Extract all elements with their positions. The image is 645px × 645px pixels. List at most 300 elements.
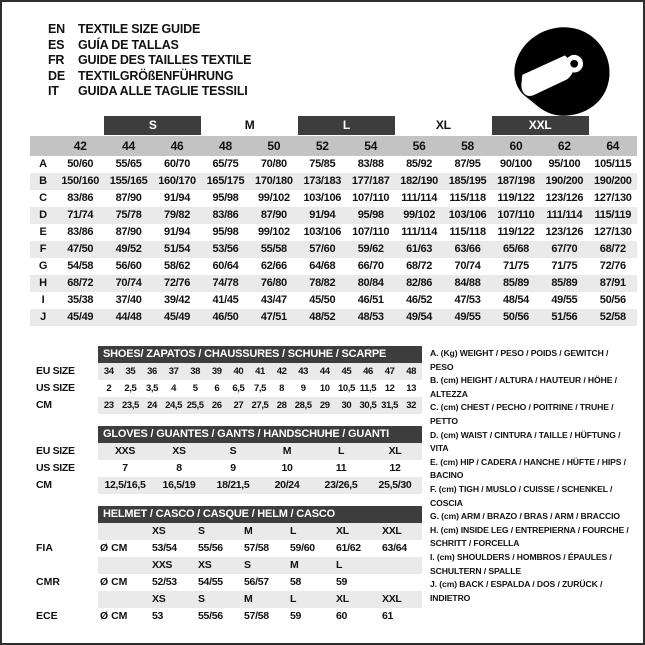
measurement-value: 48/54 bbox=[502, 294, 529, 306]
measurement-value: 55/58 bbox=[260, 243, 287, 255]
helmet-standard-label: FIA bbox=[36, 542, 53, 554]
helmet-size-value: 61/62 bbox=[336, 542, 361, 554]
measurement-value: 103/106 bbox=[448, 209, 487, 221]
language-row bbox=[48, 53, 251, 69]
measurement-letter: E bbox=[39, 226, 47, 238]
measurement-value: 115/119 bbox=[594, 209, 632, 221]
shoes-title: SHOES/ ZAPATOS / CHAUSSURES / SCHUHE / SCARPE bbox=[98, 346, 422, 363]
helmet-standard-section bbox=[36, 557, 422, 591]
size-number: 54 bbox=[364, 139, 378, 153]
shoes-size-value: 24 bbox=[147, 400, 157, 411]
measurement-value: 105/115 bbox=[594, 158, 632, 170]
helmet-size-value: 52/53 bbox=[152, 576, 177, 588]
size-number: 50 bbox=[267, 139, 281, 153]
size-number: 58 bbox=[461, 139, 475, 153]
gloves-size-value: 23/26,5 bbox=[324, 479, 358, 491]
measurement-value: 44/48 bbox=[115, 311, 142, 323]
shoes-row bbox=[36, 380, 422, 397]
helmet-size-value: 53/54 bbox=[152, 542, 177, 554]
measurement-value: 76/80 bbox=[260, 277, 287, 289]
shoes-size-value: 43 bbox=[298, 366, 309, 377]
helmet-size-values bbox=[146, 574, 422, 591]
shoes-size-value: 6,5 bbox=[232, 383, 245, 394]
measurement-value: 99/102 bbox=[257, 192, 290, 204]
size-group-label: XXL bbox=[492, 116, 589, 135]
measurement-value: 71/75 bbox=[502, 260, 529, 272]
measurement-value: 87/91 bbox=[599, 277, 626, 289]
helmet-size-value: 59/60 bbox=[290, 542, 315, 554]
gloves-row-values bbox=[98, 460, 422, 477]
legend-item: F. (cm) TIGH / MUSLO / CUISSE / SCHENKEL / COSCIA bbox=[430, 483, 613, 508]
helmet-size-label: L bbox=[290, 593, 297, 605]
helmet-size-values bbox=[146, 540, 422, 557]
measurement-value: 95/98 bbox=[212, 192, 239, 204]
header bbox=[2, 2, 643, 116]
size-number: 48 bbox=[218, 139, 232, 153]
gloves-row bbox=[36, 443, 422, 460]
measurement-value: 75/78 bbox=[115, 209, 142, 221]
helmet-value-row bbox=[36, 574, 422, 591]
shoes-size-value: 40 bbox=[233, 366, 244, 377]
guide-title: GUÍA DE TALLAS bbox=[78, 37, 179, 52]
helmet-size-band bbox=[98, 591, 422, 608]
measurement-value: 68/72 bbox=[599, 243, 626, 255]
measurement-value: 182/190 bbox=[400, 175, 438, 187]
measurement-value: 70/74 bbox=[454, 260, 481, 272]
measurement-value: 190/200 bbox=[545, 175, 584, 187]
helmet-size-label: XL bbox=[336, 593, 349, 605]
shoes-size-value: 23 bbox=[103, 400, 114, 411]
shoes-size-value: 46 bbox=[363, 366, 373, 377]
helmet-size-label: XXS bbox=[152, 559, 173, 571]
shoes-size-value: 2 bbox=[106, 383, 112, 394]
legend-item: B. (cm) HEIGHT / ALTURA / HAUTEUR / HÖHE / ALTEZZA bbox=[430, 375, 617, 399]
legend-item: D. (cm) WAIST / CINTURA / TAILLE / HÜFTUNG / VITA bbox=[430, 429, 621, 454]
measurement-value: 85/89 bbox=[502, 277, 529, 289]
measurement-value: 57/60 bbox=[309, 243, 336, 255]
shoes-table bbox=[36, 346, 422, 414]
measurement-value: 60/70 bbox=[164, 158, 191, 170]
gloves-size-value: L bbox=[337, 445, 345, 457]
measurement-value: 47/50 bbox=[67, 243, 94, 255]
measurement-value: 60/64 bbox=[212, 260, 239, 272]
language-code: EN bbox=[48, 22, 65, 36]
measurement-value: 72/76 bbox=[164, 277, 191, 289]
shoes-size-value: 32 bbox=[406, 400, 417, 411]
measurement-value: 84/88 bbox=[454, 277, 481, 289]
measurement-value: 47/53 bbox=[454, 294, 481, 306]
measurement-value: 177/187 bbox=[351, 175, 390, 187]
measurement-letter: I bbox=[41, 294, 45, 306]
guide-title: TEXTILE SIZE GUIDE bbox=[78, 22, 201, 36]
measurement-value: 83/88 bbox=[357, 158, 384, 170]
measurement-value: 37/40 bbox=[115, 294, 142, 306]
measurement-value: 91/94 bbox=[164, 192, 191, 204]
helmet-standard-label: ECE bbox=[36, 610, 58, 622]
shoes-size-value: 45 bbox=[341, 366, 352, 377]
gloves-row-band bbox=[98, 460, 422, 477]
helmet-value-row bbox=[36, 540, 422, 557]
measurement-value: 46/51 bbox=[357, 294, 384, 306]
shoes-size-value: 48 bbox=[406, 366, 417, 377]
measurement-row bbox=[30, 309, 637, 326]
legend-item: G. (cm) ARM / BRAZO / BRAS / ARM / BRACCIO bbox=[430, 511, 620, 522]
shoes-size-value: 34 bbox=[103, 366, 114, 377]
helmet-size-label: M bbox=[290, 559, 299, 571]
shoes-size-value: 6 bbox=[214, 383, 220, 394]
gloves-row-band bbox=[98, 443, 422, 460]
language-code: FR bbox=[48, 53, 65, 67]
measurement-value: 165/175 bbox=[206, 175, 245, 187]
shoes-size-value: 9 bbox=[300, 383, 306, 394]
size-group-label: M bbox=[244, 118, 255, 132]
helmet-value-band bbox=[98, 574, 422, 591]
legend-item: H. (cm) INSIDE LEG / ENTREPIERNA / FOURCHE / SCHRITT / FORCELLA bbox=[430, 524, 629, 549]
shoes-title-spacer bbox=[36, 346, 98, 363]
helmet-size-values bbox=[146, 608, 422, 625]
language-row bbox=[48, 38, 251, 54]
measurement-value: 119/122 bbox=[497, 192, 535, 204]
helmet-size-label: S bbox=[198, 525, 205, 537]
measurement-row bbox=[30, 241, 637, 258]
group-row-spacer bbox=[30, 116, 104, 135]
helmet-size-value: 56/57 bbox=[244, 576, 269, 588]
measurement-letter: A bbox=[39, 158, 47, 170]
helmet-size-label: S bbox=[244, 559, 251, 571]
gloves-row bbox=[36, 460, 422, 477]
shoes-size-value: 30 bbox=[341, 400, 352, 411]
measurement-value: 50/56 bbox=[502, 311, 529, 323]
measurement-letter: F bbox=[39, 243, 47, 255]
shoes-size-value: 3,5 bbox=[145, 383, 158, 394]
legend-item: I. (cm) SHOULDERS / HOMBROS / ÉPAULES / SCHULTERN / SPALLE bbox=[430, 551, 612, 576]
gloves-size-value: M bbox=[282, 445, 292, 457]
measurement-value: 49/52 bbox=[115, 243, 142, 255]
measurement-letter: B bbox=[39, 175, 47, 187]
shoes-size-value: 11,5 bbox=[359, 383, 377, 394]
textile-size-table bbox=[30, 116, 637, 326]
measurement-value: 99/102 bbox=[403, 209, 436, 221]
gloves-size-value: 18/21,5 bbox=[216, 479, 250, 491]
measurement-value: 49/55 bbox=[551, 294, 578, 306]
size-group-row bbox=[30, 116, 637, 135]
measurement-value: 59/62 bbox=[357, 243, 384, 255]
gloves-size-value: XL bbox=[388, 445, 402, 457]
language-row bbox=[48, 69, 251, 85]
size-group-label: L bbox=[298, 116, 395, 135]
textile-table-body bbox=[30, 156, 637, 326]
measurement-letter: H bbox=[39, 277, 47, 289]
shoes-size-value: 25,5 bbox=[186, 400, 204, 411]
helmet-size-value: 57/58 bbox=[244, 542, 269, 554]
measurement-row bbox=[30, 258, 637, 275]
helmet-size-value: 59 bbox=[336, 576, 348, 588]
helmet-size-label: XS bbox=[198, 559, 212, 571]
helmet-table bbox=[36, 506, 422, 625]
measurement-value: 71/74 bbox=[67, 209, 94, 221]
measurement-value: 78/82 bbox=[309, 277, 336, 289]
helmet-size-label: XS bbox=[152, 593, 166, 605]
measurement-value: 46/52 bbox=[406, 294, 433, 306]
helmet-size-label: XXL bbox=[382, 593, 402, 605]
measurement-value: 80/84 bbox=[357, 277, 384, 289]
accessory-tables bbox=[36, 346, 422, 637]
helmet-size-label: XS bbox=[152, 525, 166, 537]
helmet-value-row bbox=[36, 608, 422, 625]
measurement-value: 155/165 bbox=[109, 175, 148, 187]
measurement-value: 85/92 bbox=[406, 158, 433, 170]
measurement-value: 45/49 bbox=[67, 311, 94, 323]
helmet-standard-section bbox=[36, 591, 422, 625]
helmet-size-row bbox=[36, 557, 422, 574]
measurement-value: 54/58 bbox=[67, 260, 94, 272]
gloves-size-value: 12 bbox=[389, 462, 401, 474]
measurement-value: 41/45 bbox=[212, 294, 239, 306]
measurement-value: 103/106 bbox=[303, 192, 342, 204]
shoes-size-value: 44 bbox=[319, 366, 330, 377]
measurement-value: 51/56 bbox=[551, 311, 578, 323]
measurement-value: 91/94 bbox=[164, 226, 191, 238]
measurement-value: 111/114 bbox=[401, 192, 438, 204]
guide-title: GUIDE DES TAILLES TEXTILE bbox=[78, 53, 252, 67]
measurement-value: 65/75 bbox=[212, 158, 239, 170]
shoes-size-value: 35 bbox=[125, 366, 136, 377]
helmet-size-labels bbox=[146, 523, 422, 540]
shoes-size-value: 47 bbox=[384, 366, 395, 377]
measurement-value: 185/195 bbox=[448, 175, 487, 187]
guide-title: GUIDA ALLE TAGLIE TESSILI bbox=[78, 84, 248, 98]
measurement-value: 51/54 bbox=[164, 243, 191, 255]
size-number: 42 bbox=[73, 139, 87, 153]
shoes-size-value: 23,5 bbox=[121, 400, 139, 411]
gloves-size-value: 25,5/30 bbox=[378, 479, 412, 491]
shoes-row-label: US SIZE bbox=[36, 382, 75, 394]
language-code: IT bbox=[48, 84, 59, 98]
shoes-size-value: 12 bbox=[384, 383, 395, 394]
helmet-unit-spacer bbox=[98, 523, 146, 540]
size-number: 56 bbox=[412, 139, 426, 153]
measurement-row bbox=[30, 173, 637, 190]
gloves-size-value: 7 bbox=[122, 462, 128, 474]
language-code: ES bbox=[48, 37, 65, 52]
measurement-value: 83/86 bbox=[212, 209, 239, 221]
measurement-value: 79/82 bbox=[164, 209, 191, 221]
measurement-value: 90/100 bbox=[500, 158, 532, 170]
shoes-row-values bbox=[98, 380, 422, 397]
measurement-value: 173/183 bbox=[303, 175, 342, 187]
gloves-title: GLOVES / GUANTES / GANTS / HANDSCHUHE / GUANTI bbox=[98, 426, 422, 443]
helmet-size-labels bbox=[146, 557, 422, 574]
measurement-row bbox=[30, 224, 637, 241]
measurement-row bbox=[30, 190, 637, 207]
helmet-value-band bbox=[98, 608, 422, 625]
measurement-value: 49/55 bbox=[454, 311, 481, 323]
size-number-row bbox=[30, 136, 637, 156]
size-number: 44 bbox=[122, 139, 136, 153]
racing-helmet-icon bbox=[505, 22, 623, 124]
measurement-value: 70/74 bbox=[115, 277, 142, 289]
size-number-spacer bbox=[30, 136, 56, 156]
measurement-value: 95/98 bbox=[357, 209, 384, 221]
measurement-value: 49/54 bbox=[406, 311, 433, 323]
measurement-value: 48/52 bbox=[309, 311, 336, 323]
helmet-size-spacer bbox=[36, 523, 98, 540]
measurement-value: 43/47 bbox=[260, 294, 287, 306]
legend-item: A. (Kg) WEIGHT / PESO / POIDS / GEWITCH / PESO bbox=[430, 348, 609, 372]
shoes-size-value: 2,5 bbox=[124, 383, 137, 394]
gloves-title-row bbox=[36, 426, 422, 443]
measurement-value: 68/72 bbox=[67, 277, 94, 289]
helmet-value-band bbox=[98, 540, 422, 557]
gloves-size-value: XS bbox=[172, 445, 186, 457]
shoes-row bbox=[36, 363, 422, 380]
legend-item: C. (cm) CHEST / PECHO / POITRINE / TRUHE / PETTO bbox=[430, 402, 614, 426]
measurement-value: 91/94 bbox=[309, 209, 336, 221]
gloves-size-value: 10 bbox=[281, 462, 293, 474]
measurement-value: 83/86 bbox=[67, 226, 94, 238]
measurement-value: 83/86 bbox=[67, 192, 94, 204]
gloves-size-value: 12,5/16,5 bbox=[104, 479, 146, 491]
measurement-value: 160/170 bbox=[158, 175, 196, 187]
measurement-value: 48/53 bbox=[357, 311, 384, 323]
shoes-size-value: 13 bbox=[406, 383, 417, 394]
measurement-value: 107/110 bbox=[352, 226, 390, 238]
helmet-unit-label: Ø CM bbox=[100, 610, 128, 622]
helmet-size-label: S bbox=[198, 593, 205, 605]
measurement-letter: C bbox=[39, 192, 47, 204]
measurement-value: 50/60 bbox=[67, 158, 94, 170]
shoes-size-value: 31,5 bbox=[381, 400, 399, 411]
legend-item: J. (cm) BACK / ESPALDA / DOS / ZURÜCK / INDIETRO bbox=[430, 579, 603, 603]
gloves-table-body bbox=[36, 443, 422, 494]
measurement-letter: G bbox=[38, 260, 48, 272]
measurement-value: 107/110 bbox=[497, 209, 535, 221]
shoes-size-value: 30,5 bbox=[359, 400, 377, 411]
measurement-value: 64/68 bbox=[309, 260, 336, 272]
measurement-value: 111/114 bbox=[546, 209, 583, 221]
measurement-value: 82/86 bbox=[406, 277, 433, 289]
measurement-value: 53/56 bbox=[212, 243, 239, 255]
measurement-value: 72/76 bbox=[599, 260, 626, 272]
measurement-value: 35/38 bbox=[67, 294, 94, 306]
helmet-size-label: L bbox=[290, 525, 297, 537]
measurement-value: 115/118 bbox=[449, 192, 486, 204]
shoes-size-value: 10,5 bbox=[337, 383, 355, 394]
measurement-value: 45/50 bbox=[309, 294, 336, 306]
legend-item: E. (cm) HIP / CADERA / HANCHE / HÜFTE / HIPS / BACINO bbox=[430, 456, 626, 481]
measurement-value: 71/75 bbox=[551, 260, 578, 272]
shoes-table-body bbox=[36, 363, 422, 414]
size-number: 64 bbox=[606, 139, 620, 153]
gloves-row-values bbox=[98, 443, 422, 460]
helmet-size-value: 61 bbox=[382, 610, 394, 622]
shoes-row-values bbox=[98, 397, 422, 414]
shoes-row-label: EU SIZE bbox=[36, 365, 75, 377]
helmet-size-label: XL bbox=[336, 525, 349, 537]
measurement-value: 62/66 bbox=[260, 260, 287, 272]
measurement-value: 87/90 bbox=[115, 192, 142, 204]
gloves-size-value: 11 bbox=[335, 462, 347, 474]
language-code: DE bbox=[48, 68, 65, 83]
bottom-section bbox=[36, 346, 637, 637]
helmet-size-value: 57/58 bbox=[244, 610, 269, 622]
measurement-value: 127/130 bbox=[593, 192, 632, 204]
helmet-size-value: 53 bbox=[152, 610, 164, 622]
shoes-row-band bbox=[98, 363, 422, 380]
helmet-size-label: M bbox=[244, 593, 253, 605]
gloves-row-label: EU SIZE bbox=[36, 445, 75, 457]
measurement-value: 123/126 bbox=[545, 192, 584, 204]
helmet-unit-spacer bbox=[98, 557, 146, 574]
measurement-value: 170/180 bbox=[255, 175, 293, 187]
shoes-size-value: 4 bbox=[171, 383, 177, 394]
shoes-row bbox=[36, 397, 422, 414]
gloves-size-value: XXS bbox=[114, 445, 136, 457]
shoes-size-value: 42 bbox=[276, 366, 287, 377]
size-group-label: XL bbox=[435, 118, 451, 132]
size-number: 62 bbox=[557, 139, 571, 153]
measurement-value: 87/90 bbox=[115, 226, 142, 238]
measurement-letter: J bbox=[40, 311, 46, 323]
helmet-size-labels bbox=[146, 591, 422, 608]
shoes-size-value: 10 bbox=[319, 383, 330, 394]
helmet-size-value: 63/64 bbox=[382, 542, 407, 554]
gloves-size-value: 9 bbox=[230, 462, 236, 474]
shoes-size-value: 7,5 bbox=[253, 383, 266, 394]
measurement-value: 50/56 bbox=[599, 294, 626, 306]
gloves-size-value: S bbox=[229, 445, 237, 457]
helmet-title-row bbox=[36, 506, 422, 523]
measurement-value: 68/72 bbox=[406, 260, 433, 272]
measurement-value: 65/68 bbox=[502, 243, 529, 255]
helmet-size-spacer bbox=[36, 591, 98, 608]
helmet-size-value: 54/55 bbox=[198, 576, 223, 588]
helmet-size-value: 60 bbox=[336, 610, 348, 622]
shoes-size-value: 24,5 bbox=[165, 400, 183, 411]
measurement-value: 39/42 bbox=[164, 294, 191, 306]
helmet-size-value: 59 bbox=[290, 610, 302, 622]
measurement-value: 115/118 bbox=[449, 226, 486, 238]
helmet-unit-label: Ø CM bbox=[100, 576, 128, 588]
measurement-value: 61/63 bbox=[406, 243, 433, 255]
shoes-size-value: 26 bbox=[211, 400, 222, 411]
gloves-row-band bbox=[98, 477, 422, 494]
guide-title: TEXTILGRÖßENFÜHRUNG bbox=[78, 68, 234, 83]
measurement-row bbox=[30, 156, 637, 173]
measurement-row bbox=[30, 292, 637, 309]
measurement-value: 103/106 bbox=[303, 226, 342, 238]
measurement-legend bbox=[422, 346, 637, 637]
measurement-value: 56/60 bbox=[115, 260, 142, 272]
measurement-value: 75/85 bbox=[309, 158, 336, 170]
measurement-value: 46/50 bbox=[212, 311, 239, 323]
shoes-size-value: 27 bbox=[233, 400, 244, 411]
language-row bbox=[48, 22, 251, 38]
measurement-value: 95/98 bbox=[212, 226, 239, 238]
helmet-size-value: 58 bbox=[290, 576, 302, 588]
helmet-size-value: 55/56 bbox=[198, 610, 223, 622]
helmet-size-band bbox=[98, 523, 422, 540]
measurement-value: 190/200 bbox=[593, 175, 632, 187]
shoes-size-value: 28,5 bbox=[294, 400, 312, 411]
shoes-row-values bbox=[98, 363, 422, 380]
measurement-value: 111/114 bbox=[401, 226, 438, 238]
shoes-row-label: CM bbox=[36, 399, 52, 411]
measurement-value: 119/122 bbox=[497, 226, 535, 238]
size-group-label: S bbox=[104, 116, 201, 135]
measurement-value: 85/89 bbox=[551, 277, 578, 289]
helmet-size-label: XXL bbox=[382, 525, 402, 537]
